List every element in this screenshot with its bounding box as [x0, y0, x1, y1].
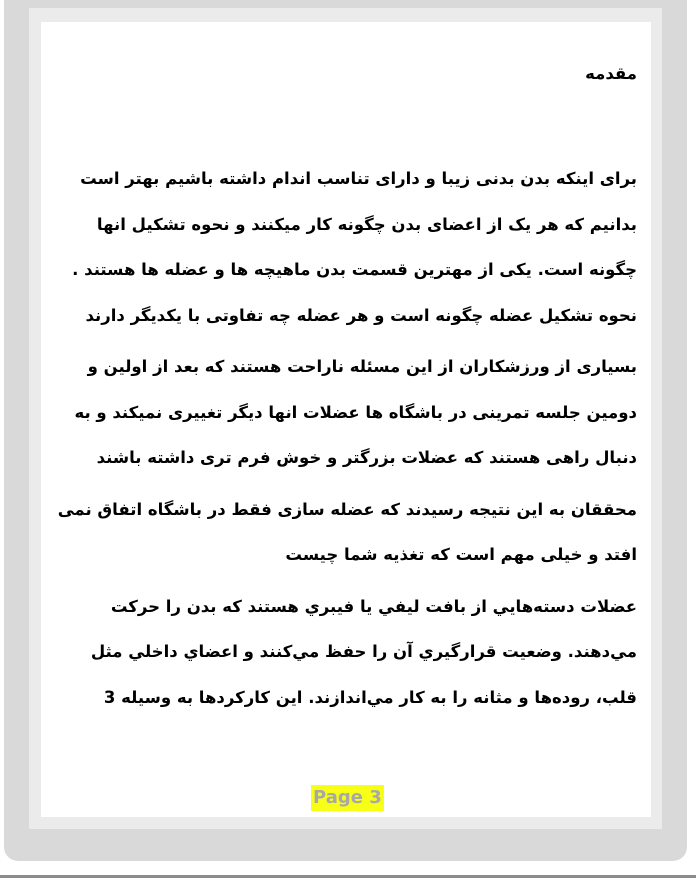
paragraph-1: برای اینکه بدن بدنی زیبا و دارای تناسب اندام داشته باشیم بهتر است بدانیم که هر یک از اعضای بدن چگونه کار میکنند و نحوه تشکیل انها چگونه است. یکی از مهترین قسمت بدن ماهیچه ها و عضله ها هستند . نحوه تشکیل عضله چگونه است و هر عضله چه تفاوتی با یکدیگر دارند [72, 169, 637, 325]
paragraph-3: محققان به این نتیجه رسیدند که عضله سازی فقط در باشگاه اتفاق نمی افتد و خیلی مهم است که تغذیه شما چیست [57, 499, 637, 564]
page-content [57, 58, 637, 720]
paragraph-2: بسیاری از ورزشکاران از این مسئله ناراحت هستند که بعد از اولین و دومین جلسه تمرینی در باشگاه ها عضلات انها دیگر تغییری نمیکند و به دنبال راهی هستند که عضلات بزرگتر و خوش فرم تری داشته باشند [74, 357, 637, 467]
page-number-label: Page 3 [311, 785, 384, 811]
paragraph-4: عضلات دسته‌هايي از بافت ليفي يا فيبري هستند که بدن را حرکت مي‌دهند. وضعيت قرارگيري آن را حفظ مي‌کنند و اعضاي داخلي مثل قلب، روده‌ها و مثانه را به کار مي‌اندازند. اين کارکردها به وسيله 3 [90, 596, 637, 707]
section-heading: مقدمه [585, 64, 637, 83]
document-page [41, 22, 651, 817]
